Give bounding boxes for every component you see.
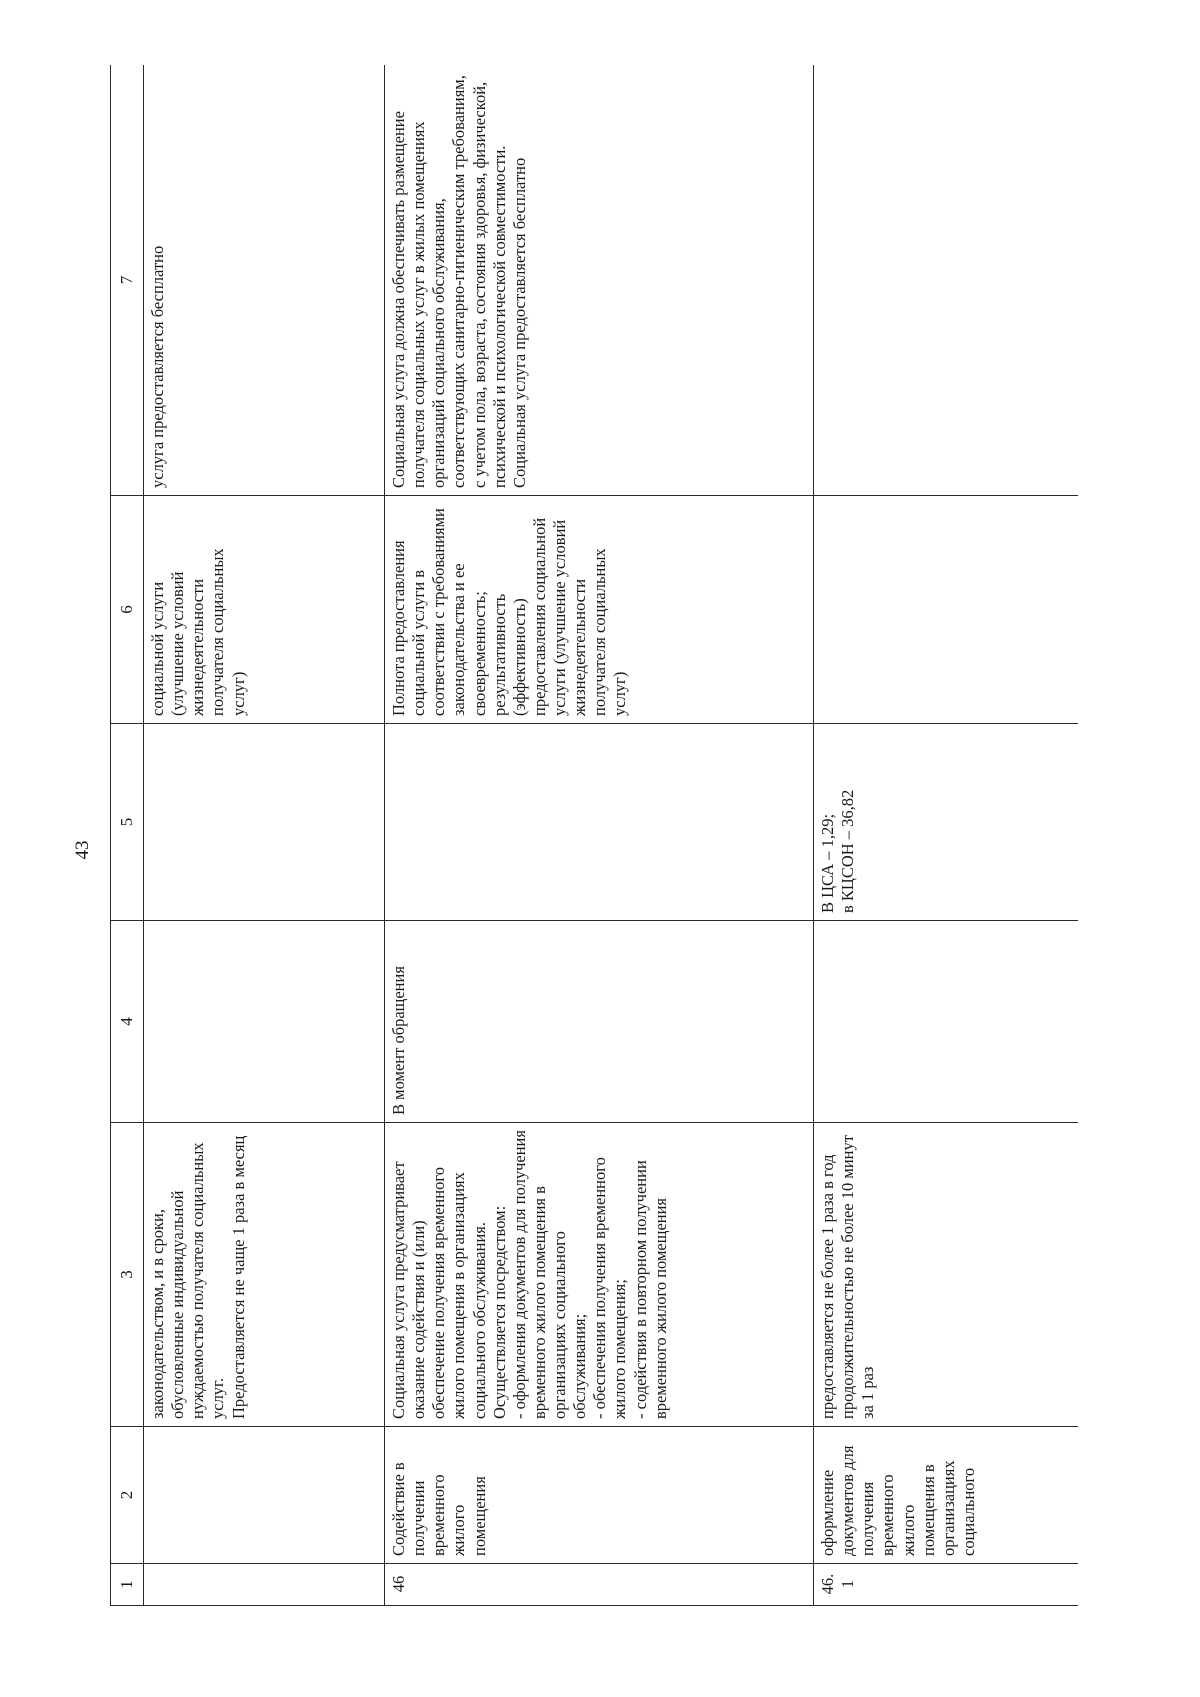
cell-conditions	[814, 65, 1079, 496]
cell-service-name	[144, 1427, 385, 1564]
header-cell-7: 7	[111, 65, 144, 496]
header-cell-6: 6	[111, 496, 144, 724]
cell-quality-indicators	[814, 496, 1079, 724]
cell-number	[144, 1564, 385, 1606]
header-cell-5: 5	[111, 724, 144, 921]
header-cell-4: 4	[111, 921, 144, 1123]
cell-tariff: В ЦСА – 1,29; в КЦСОН – 36,82	[814, 724, 1079, 921]
cell-quality-indicators: Полнота предоставления социальной услуги в соответствии с требованиями законодательства и ее своевременность; результативность (эффективность) предоставления социальной услуги (улучшение условий жизнедеятельности получателя социальных услуг)	[385, 496, 814, 724]
table-header-row	[111, 65, 144, 1606]
table-row	[385, 65, 814, 1606]
header-cell-1: 1	[111, 1564, 144, 1606]
table-row	[144, 65, 385, 1606]
page-number: 43	[72, 840, 93, 860]
cell-term	[814, 921, 1079, 1123]
cell-service-description: Социальная услуга предусматривает оказание содействия и (или) обеспечение получения временного жилого помещения в организациях социального обслуживания. Осуществляется посредством: - оформления документов для получения временного жилого помещения в организациях социального обслуживания; - обеспечения получения временного жилого помещения; - содействия в повторном получении временного жилого помещения	[385, 1123, 814, 1427]
cell-number: 46	[385, 1564, 814, 1606]
landscape-table-container	[110, 65, 1078, 1606]
cell-quality-indicators: социальной услуги (улучшение условий жизнедеятельности получателя социальных услуг)	[144, 496, 385, 724]
cell-service-name: Содействие в получении временного жилого помещения	[385, 1427, 814, 1564]
cell-service-description: законодательством, и в сроки, обусловленные индивидуальной нуждаемостью получателя социальных услуг. Предоставляется не чаще 1 раза в месяц	[144, 1123, 385, 1427]
header-cell-3: 3	[111, 1123, 144, 1427]
header-cell-2: 2	[111, 1427, 144, 1564]
cell-tariff	[144, 724, 385, 921]
cell-tariff	[385, 724, 814, 921]
cell-conditions: услуга предоставляется бесплатно	[144, 65, 385, 496]
cell-service-name: оформление документов для получения временного жилого помещения в организациях социального	[814, 1427, 1079, 1564]
rotated-page-area	[110, 65, 1078, 1606]
cell-number: 46.1	[814, 1564, 1079, 1606]
cell-conditions: Социальная услуга должна обеспечивать размещение получателя социальных услуг в жилых помещениях организаций социального обслуживания, соответствующих санитарно-гигиеническим требованиям, с учетом пола, возраста, состояния здоровья, физической, психической и психологической совместимости. Социальная услуга предоставляется бесплатно	[385, 65, 814, 496]
services-table	[110, 65, 1078, 1606]
cell-term	[144, 921, 385, 1123]
table-row	[814, 65, 1079, 1606]
cell-service-description: предоставляется не более 1 раза в год продолжительностью не более 10 минут за 1 раз	[814, 1123, 1079, 1427]
cell-term: В момент обращения	[385, 921, 814, 1123]
